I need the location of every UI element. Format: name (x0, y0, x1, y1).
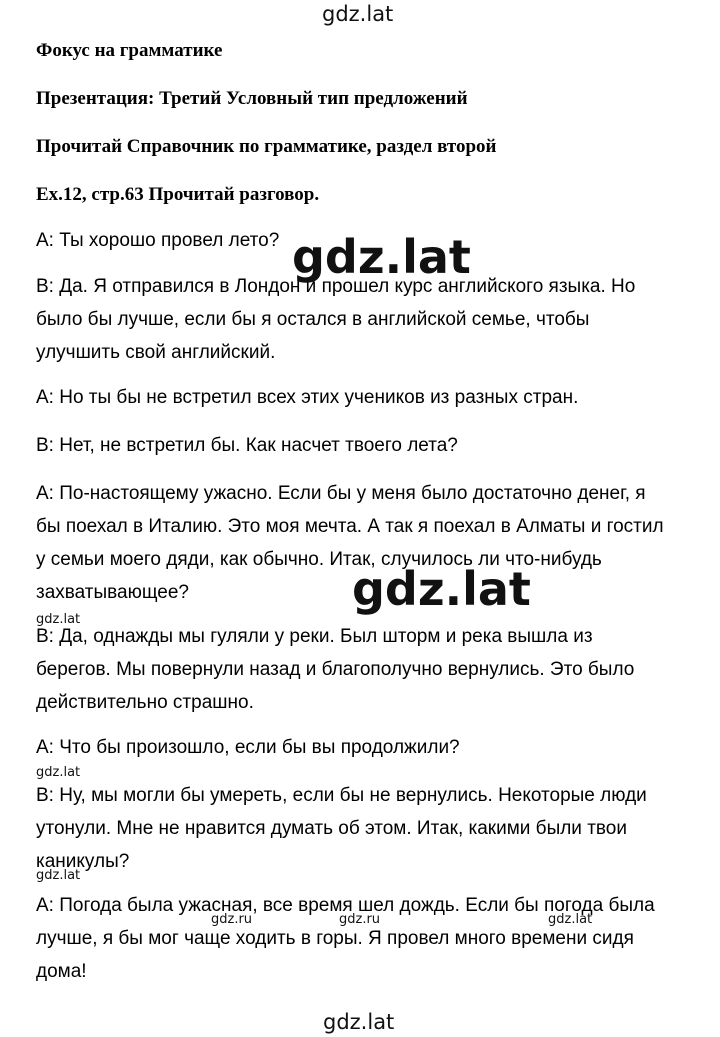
dialogue-line (36, 731, 696, 764)
dialogue-text: A: Но ты бы не встретил всех этих учеников из разных стран. (36, 387, 579, 408)
dialogue-text: берегов. Мы повернули назад и благополучно вернулись. Это было (36, 659, 635, 680)
dialogue-text: В: Нет, не встретил бы. Как насчет твоего лета? (36, 435, 458, 456)
dialogue-text: В: Да. Я отправился в Лондон и прошел курс английского языка. Но (36, 276, 636, 297)
watermark-small: gdz.lat (548, 912, 593, 927)
watermark-bottom: gdz.lat (323, 1010, 395, 1034)
heading-exercise: Ex.12, стр.63 Прочитай разговор. (36, 184, 320, 205)
dialogue-text: A: Погода была ужасная, все время шел дождь. Если бы погода была (36, 895, 655, 916)
dialogue-text: у семьи моего дяди, как обычно. Итак, случилось ли что-нибудь (36, 549, 602, 570)
dialogue-line (36, 620, 696, 719)
dialogue-line (36, 381, 696, 414)
dialogue-text: каникулы? (36, 851, 130, 872)
watermark-large: gdz.lat (352, 562, 531, 616)
dialogue-text: действительно страшно. (36, 692, 254, 713)
dialogue-text: A: Что бы произошло, если бы вы продолжили? (36, 737, 460, 758)
watermark-small: gdz.lat (36, 765, 81, 780)
heading-grammar-reference: Прочитай Справочник по грамматике, раздел второй (36, 136, 497, 157)
watermark-top: gdz.lat (322, 2, 394, 26)
dialogue-text: бы поехал в Италию. Это моя мечта. А так я поехал в Алматы и гостил (36, 516, 664, 537)
dialogue-text: A: Ты хорошо провел лето? (36, 230, 280, 251)
watermark-large: gdz.lat (292, 230, 471, 284)
dialogue-text: В: Ну, мы могли бы умереть, если бы не вернулись. Некоторые люди (36, 785, 647, 806)
dialogue-text: дома! (36, 961, 87, 982)
dialogue-line (36, 270, 696, 369)
dialogue-line (36, 779, 696, 878)
dialogue-text: захватывающее? (36, 582, 189, 603)
watermark-small: gdz.lat (36, 612, 81, 627)
dialogue-line (36, 429, 696, 462)
watermark-small: gdz.ru (339, 912, 381, 927)
dialogue-text: лучше, я бы мог чаще ходить в горы. Я провел много времени сидя (36, 928, 634, 949)
heading-grammar-focus: Фокус на грамматике (36, 40, 223, 61)
watermark-small: gdz.ru (211, 912, 253, 927)
dialogue-text: улучшить свой английский. (36, 342, 276, 363)
watermark-small: gdz.lat (36, 868, 81, 883)
dialogue-text: было бы лучше, если бы я остался в английской семье, чтобы (36, 309, 590, 330)
dialogue-text: В: Да, однажды мы гуляли у реки. Был шторм и река вышла из (36, 626, 593, 647)
dialogue-line (36, 889, 696, 988)
dialogue-text: A: По-настоящему ужасно. Если бы у меня было достаточно денег, я (36, 483, 646, 504)
dialogue-text: утонули. Мне не нравится думать об этом. Итак, какими были твои (36, 818, 627, 839)
heading-presentation: Презентация: Третий Условный тип предложений (36, 88, 468, 109)
